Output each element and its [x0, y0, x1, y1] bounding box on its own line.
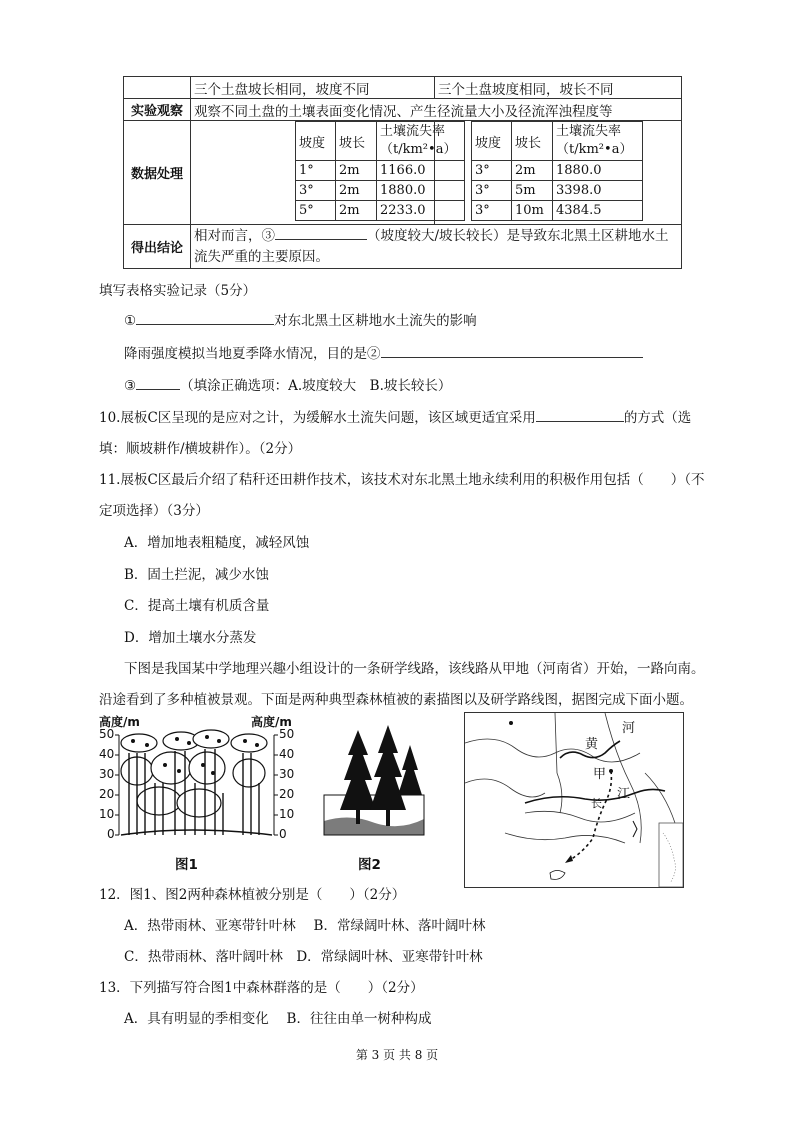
header-length: 坡长 [336, 122, 377, 161]
q11-option-d: D．增加土壤水分蒸发 [124, 630, 257, 646]
tick-label: 0 [107, 827, 115, 841]
conifer-forest-sketch [320, 725, 430, 845]
header-slope: 坡度 [472, 122, 512, 161]
q9-answer-3: ③ （填涂正确选项：A.坡度较大 B.坡长较长） [124, 378, 452, 394]
intro-line-2: 沿途看到了多种植被景观。下面是两种典型森林植被的素描图以及研学路线图，据图完成下面小题。 [99, 692, 693, 708]
map-label-river-he: 河 [622, 721, 636, 736]
tick-label: 30 [99, 767, 115, 781]
answer-blank-q10[interactable] [536, 421, 624, 422]
q9-heading: 填写表格实验记录（5分） [99, 283, 257, 299]
map-label-jia: 甲 [593, 767, 607, 782]
q12-stem: 12．图1、图2两种森林植被分别是（ ）（2分） [99, 887, 406, 903]
answer-blank-3[interactable] [275, 239, 367, 240]
intro-line-1: 下图是我国某中学地理兴趣小组设计的一条研学线路，该线路从甲地（河南省）开始，一路向南。 [124, 661, 705, 677]
page-footer: 第 3 页 共 8 页 [355, 1048, 439, 1062]
map-label-river-chang: 长 [591, 797, 602, 810]
data-label: 数据处理 [124, 121, 191, 225]
q11-option-b: B．固土拦泥，减少水蚀 [124, 567, 269, 583]
q11-option-a: A．增加地表粗糙度，减轻风蚀 [124, 535, 310, 551]
fig1-caption: 图1 [175, 857, 198, 873]
data-left-cell [191, 121, 457, 225]
data-table-right [471, 121, 643, 221]
answer-blank-3b[interactable] [136, 389, 180, 390]
answer-blank-2[interactable] [381, 357, 643, 358]
header-length: 坡长 [512, 122, 553, 161]
q9-answer-2: 降雨强度模拟当地夏季降水情况，目的是② [124, 342, 643, 362]
tick-label: 50 [279, 727, 295, 741]
tick-label: 10 [99, 807, 115, 821]
header-slope: 坡度 [296, 122, 336, 161]
q9-answer-1: ① 对东北黑土区耕地水土流失的影响 [124, 313, 477, 329]
q11-option-c: C．提高土壤有机质含量 [124, 598, 270, 614]
table-corner-cell [124, 77, 191, 99]
experiment-table [123, 76, 682, 269]
data-table-left [295, 121, 465, 221]
conclusion-label: 得出结论 [124, 225, 191, 269]
q13-options-ab: A．具有明显的季相变化 B．往往由单一树种构成 [124, 1011, 432, 1027]
q12-options-ab: A．热带雨林、亚寒带针叶林 B．常绿阔叶林、落叶阔叶林 [124, 918, 486, 934]
header-loss-rate: 土壤流失率 （t/km²•a） [553, 122, 643, 161]
tick-label: 20 [279, 787, 295, 801]
condition-left: 三个土盘坡长相同，坡度不同 [191, 77, 435, 99]
map-label-river-huang: 黄 [585, 737, 599, 752]
conclusion-text: 相对而言，③ （坡度较大/坡长较长）是导致东北黑土区耕地水土 流失严重的主要原因。 [191, 225, 682, 269]
table-row: 1° 2m 1166.0 [296, 161, 465, 181]
header-loss-rate: 土壤流失率 （t/km²•a） [377, 122, 465, 161]
fig1-y-label-left: 高度/m [99, 715, 140, 729]
data-right-cell [435, 121, 682, 225]
route-map [464, 712, 684, 888]
condition-right: 三个土盘坡度相同，坡长不同 [435, 77, 682, 99]
tick-label: 10 [279, 807, 295, 821]
fig2-caption: 图2 [358, 857, 381, 873]
q13-stem: 13．下列描写符合图1中森林群落的是（ ）（2分） [99, 980, 424, 996]
figure-2 [320, 725, 430, 875]
route-map-drawing [465, 713, 683, 887]
fig1-y-label-right: 高度/m [251, 715, 292, 729]
q11-line-2: 定项选择）（3分） [99, 503, 209, 519]
map-label-river-jiang: 江 [617, 787, 631, 802]
observe-text: 观察不同土盘的土壤表面变化情况、产生径流量大小及径流浑浊程度等 [191, 99, 682, 121]
tick-label: 40 [279, 747, 295, 761]
table-row: 5° 2m 2233.0 [296, 201, 465, 221]
table-row: 3° 5m 3398.0 [472, 181, 643, 201]
table-row: 3° 2m 1880.0 [296, 181, 465, 201]
tick-label: 40 [99, 747, 115, 761]
table-row: 3° 2m 1880.0 [472, 161, 643, 181]
observe-label: 实验观察 [124, 99, 191, 121]
tick-label: 30 [279, 767, 295, 781]
q12-options-cd: C．热带雨林、落叶阔叶林 D．常绿阔叶林、亚寒带针叶林 [124, 949, 483, 965]
table-row: 3° 10m 4384.5 [472, 201, 643, 221]
figure-1 [99, 713, 309, 873]
tick-label: 50 [99, 727, 115, 741]
tick-label: 0 [279, 827, 287, 841]
q10-line-1: 10.展板C区呈现的是应对之计，为缓解水土流失问题，该区域更适宜采用 的方式（选 [99, 410, 692, 426]
tick-label: 20 [99, 787, 115, 801]
q10-line-2: 填：顺坡耕作/横坡耕作）。（2分） [99, 441, 302, 457]
rainforest-sketch [99, 713, 309, 848]
answer-blank-1[interactable] [136, 324, 274, 325]
q11-line-1: 11.展板C区最后介绍了秸秆还田耕作技术，该技术对东北黑土地永续利用的积极作用包括（ ）（不 [99, 472, 705, 488]
